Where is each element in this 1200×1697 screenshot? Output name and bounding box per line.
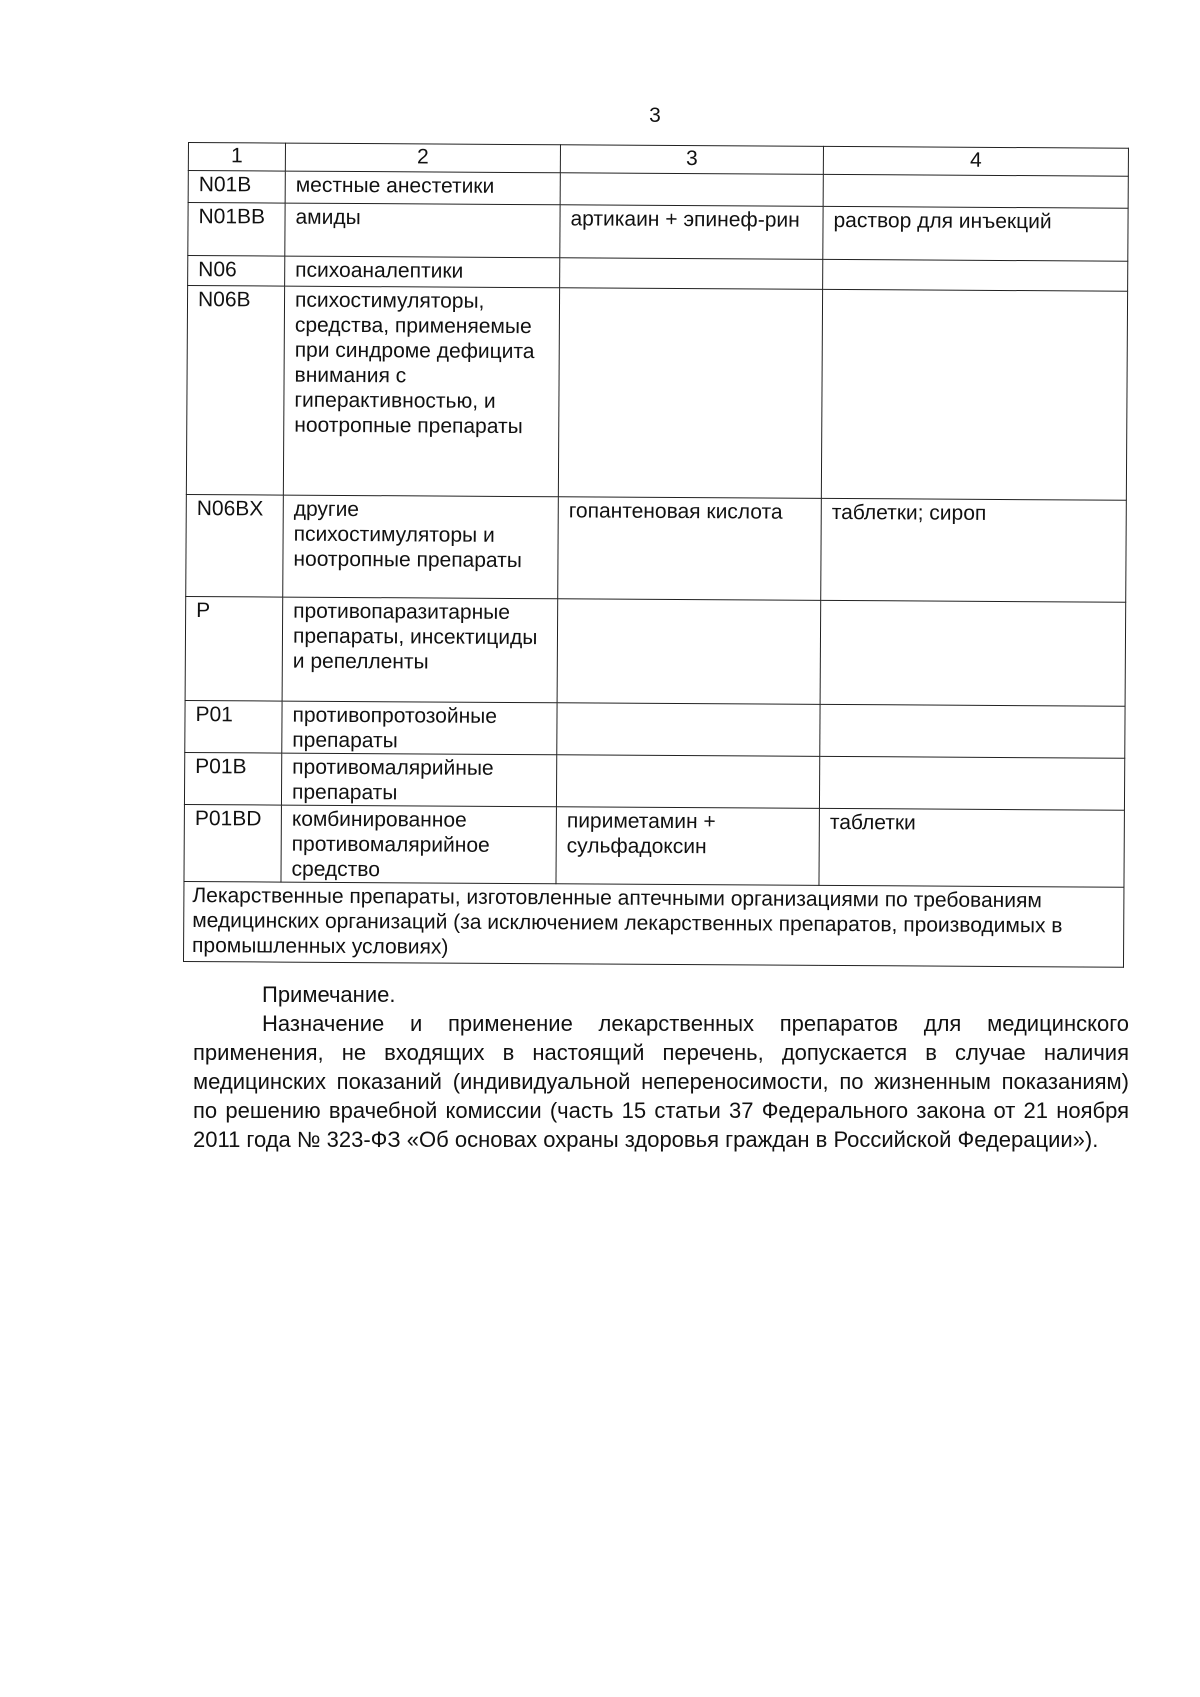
group-cell: противомалярийные препараты xyxy=(281,753,556,807)
substance-cell xyxy=(556,755,819,809)
group-cell: другие психостимуляторы и ноотропные препараты xyxy=(283,495,559,599)
column-header: 2 xyxy=(285,143,560,173)
note-section xyxy=(193,980,1129,1154)
substance-cell: пириметамин + сульфадоксин xyxy=(556,807,819,886)
substance-cell xyxy=(557,703,820,757)
dosage-form-cell xyxy=(819,756,1124,810)
drug-list-table xyxy=(183,142,1129,968)
dosage-form-cell: раствор для инъекций xyxy=(823,206,1128,261)
dosage-form-cell xyxy=(820,704,1125,758)
atc-code-cell: P01BD xyxy=(184,804,281,882)
dosage-form-cell xyxy=(821,289,1127,500)
group-cell: амиды xyxy=(285,203,560,258)
page-number: 3 xyxy=(649,104,661,127)
atc-code-cell: P01B xyxy=(184,752,281,805)
atc-code-cell: P xyxy=(185,596,283,701)
atc-code-cell: N06B xyxy=(186,286,284,496)
table-row xyxy=(186,286,1127,501)
substance-cell xyxy=(560,258,823,290)
substance-cell: гопантеновая кислота xyxy=(558,497,822,601)
substance-cell xyxy=(560,173,823,207)
table-row xyxy=(185,700,1125,758)
group-cell: психостимуляторы, средства, применяемые при синдроме дефицита внимания с гиперактивностью, и ноотропные препараты xyxy=(283,286,559,497)
atc-code-cell: N01B xyxy=(188,171,285,204)
group-cell: местные анестетики xyxy=(285,171,560,205)
table-row xyxy=(186,494,1127,602)
compounded-drugs-cell: Лекарственные препараты, изготовленные аптечными организациями по требованиям медицинских организаций (за исключением лекарственных препаратов, производимых в промышленных условиях) xyxy=(183,881,1123,967)
drug-list-table-container xyxy=(183,142,1128,968)
table-row xyxy=(188,203,1128,262)
table-row xyxy=(184,752,1124,810)
dosage-form-cell xyxy=(823,174,1128,208)
note-text: Назначение и применение лекарственных препаратов для медицинского применения, не входящих в настоящий перечень, допускается в случае наличия медицинских показаний (индивидуальной непереносимости, по жизненным показаниям) по решению врачебной комиссии (часть 15 статьи 37 Федерального закона от 21 ноября 2011 года № 323-ФЗ «Об основах охраны здоровья граждан в Российской Федерации»). xyxy=(193,1011,1129,1152)
dosage-form-cell: таблетки; сироп xyxy=(821,498,1127,602)
group-cell: психоаналептики xyxy=(285,256,560,288)
atc-code-cell: P01 xyxy=(185,700,282,753)
dosage-form-cell xyxy=(823,259,1128,291)
note-title: Примечание. xyxy=(262,982,396,1007)
column-header: 1 xyxy=(188,143,285,172)
dosage-form-cell: таблетки xyxy=(819,808,1124,887)
substance-cell: артикаин + эпинеф-рин xyxy=(560,205,823,260)
substance-cell xyxy=(557,599,821,705)
group-cell: противопаразитарные препараты, инсектициды и репелленты xyxy=(282,597,558,703)
column-header: 3 xyxy=(560,145,823,175)
table-row xyxy=(185,596,1126,706)
atc-code-cell: N01BB xyxy=(188,203,285,257)
table-row xyxy=(184,804,1124,887)
substance-cell xyxy=(558,288,822,499)
atc-code-cell: N06BX xyxy=(186,494,284,597)
group-cell: комбинированное противомалярийное средство xyxy=(281,805,556,884)
dosage-form-cell xyxy=(820,600,1126,706)
group-cell: противопротозойные препараты xyxy=(282,701,557,755)
atc-code-cell: N06 xyxy=(188,256,285,287)
table-footer-row xyxy=(183,881,1123,967)
column-header: 4 xyxy=(823,146,1128,176)
